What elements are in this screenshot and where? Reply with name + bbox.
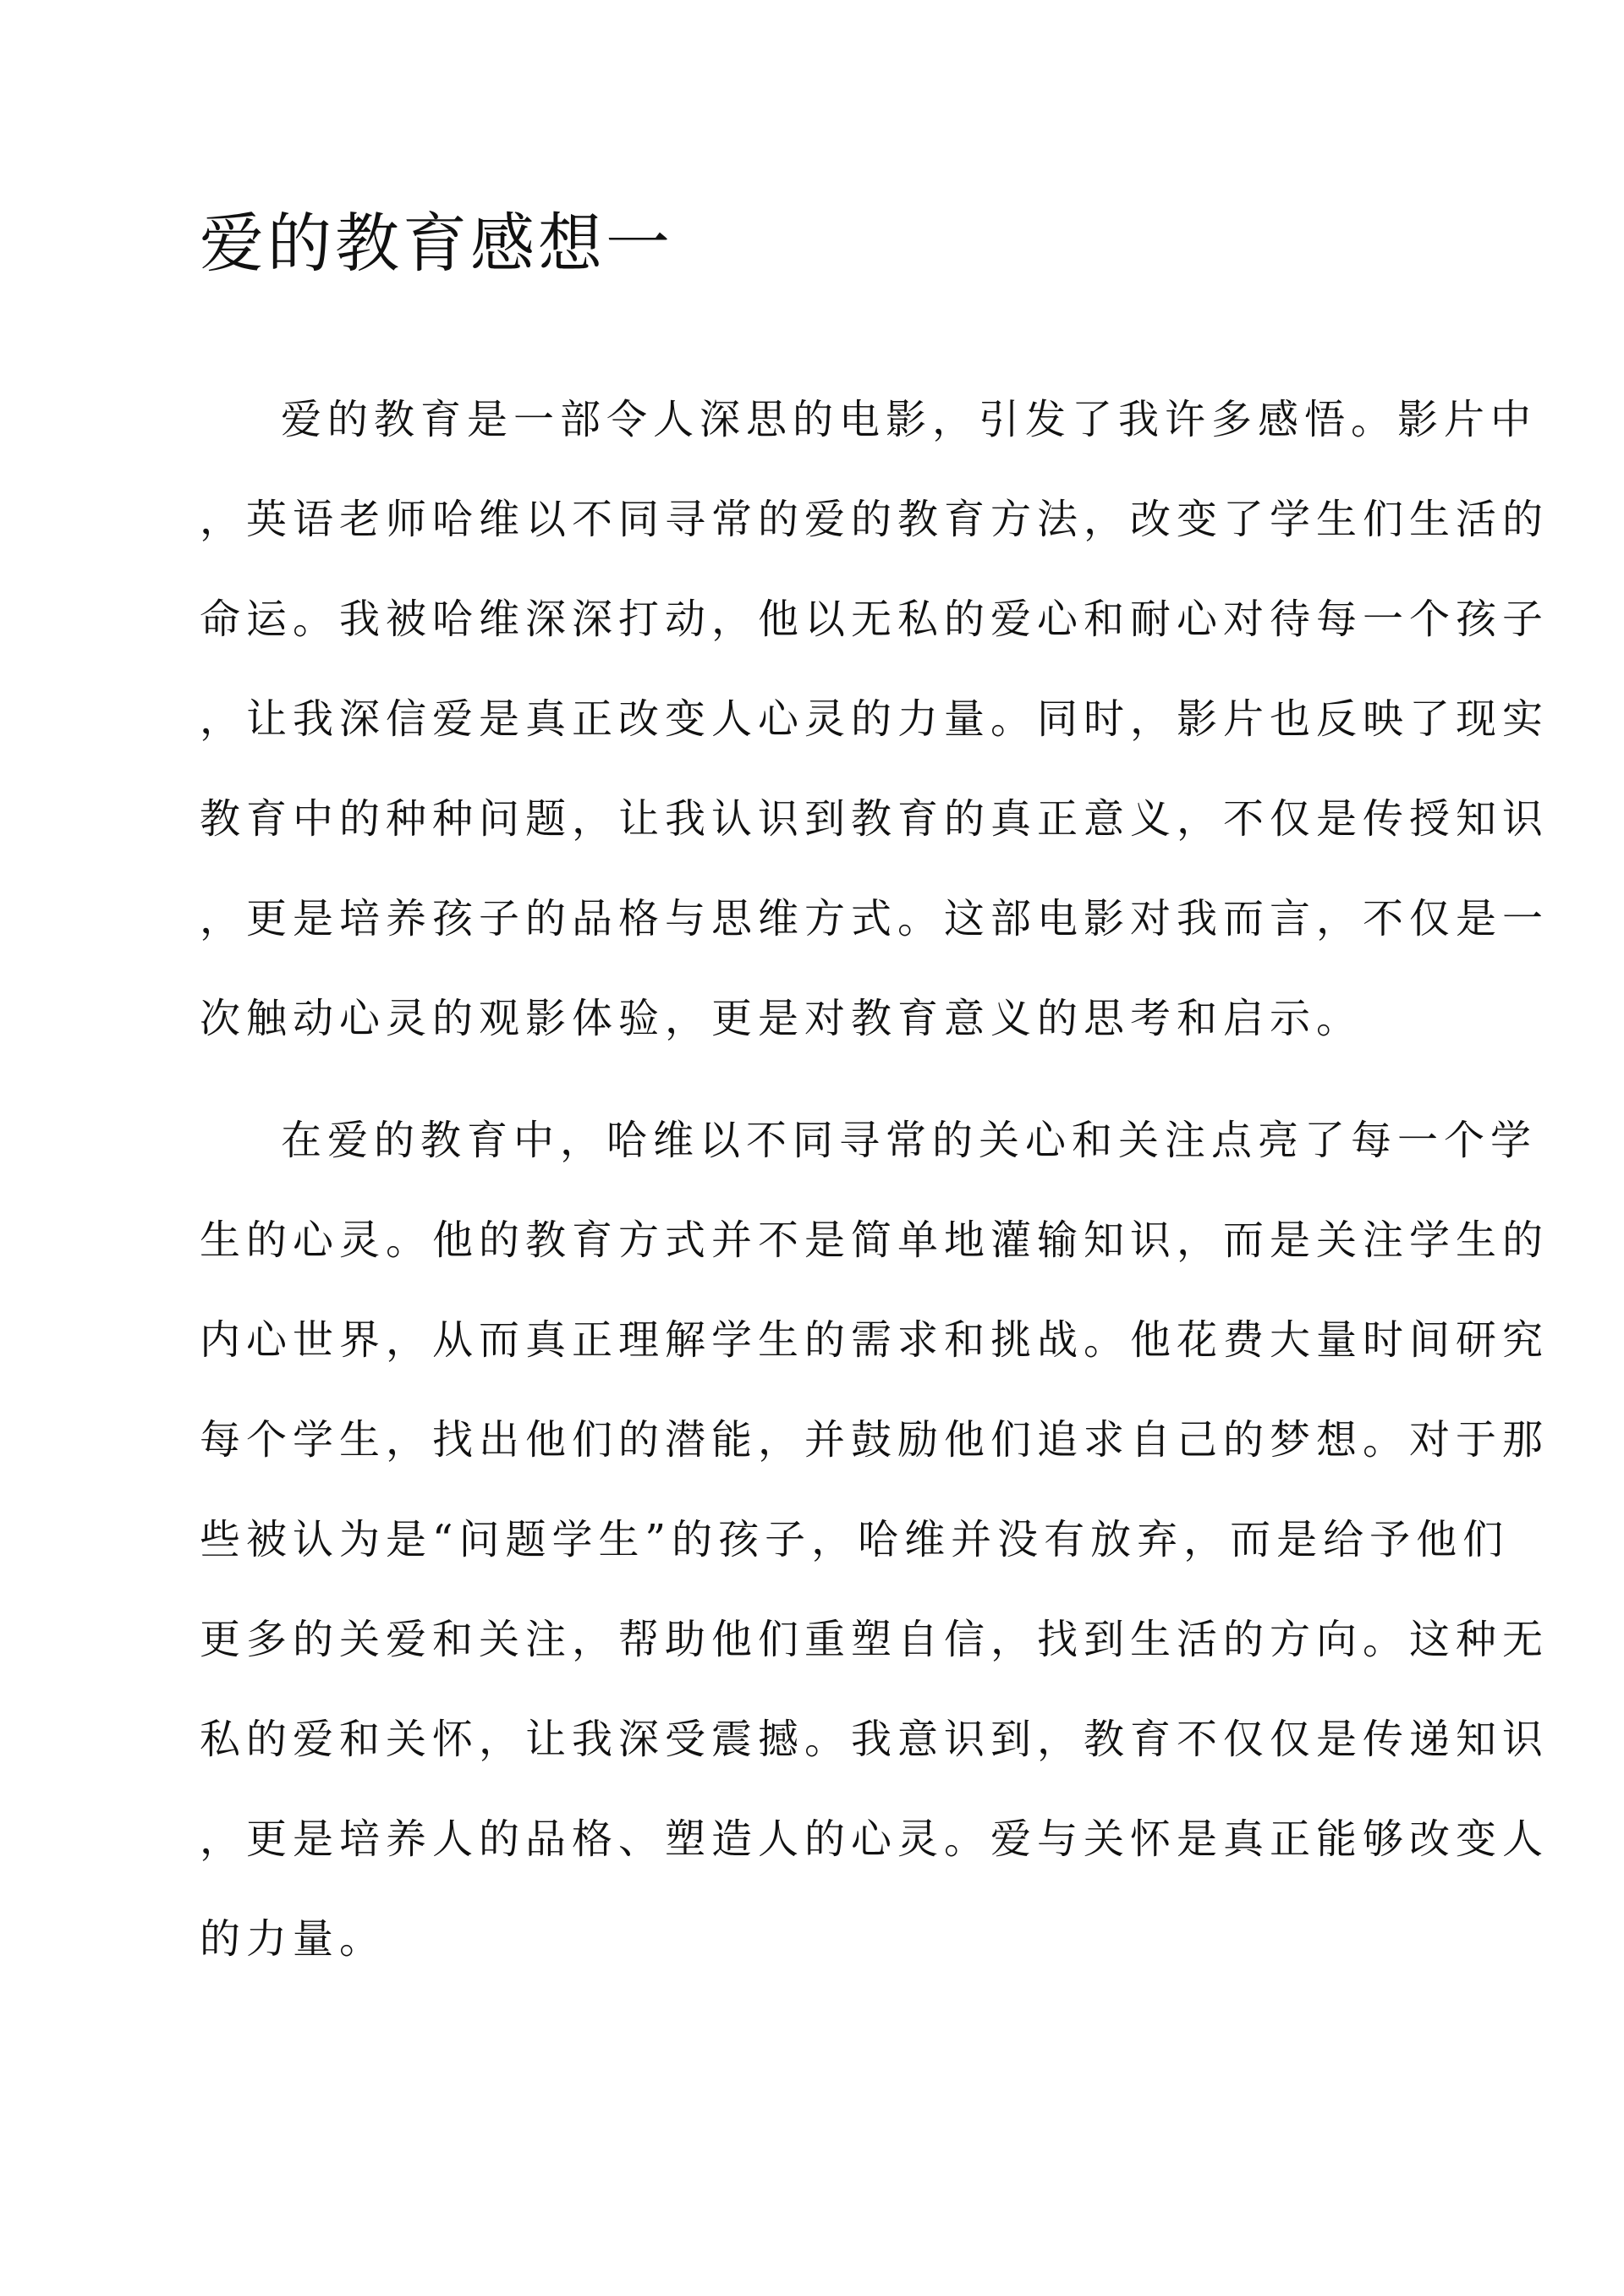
paragraph-line: 次触动心灵的观影体验，更是对教育意义的思考和启示。 xyxy=(200,995,1363,1042)
paragraph-line: 更多的关爱和关注，帮助他们重塑自信，找到生活的方向。这种无 xyxy=(200,1616,1550,1663)
paragraph-line: 每个学生，找出他们的潜能，并鼓励他们追求自己的梦想。对于那 xyxy=(200,1416,1550,1464)
paragraph-line: 在爱的教育中，哈维以不同寻常的关心和关注点亮了每一个学 xyxy=(281,1117,1538,1164)
paragraph-line: 教育中的种种问题，让我认识到教育的真正意义，不仅是传授知识 xyxy=(200,795,1550,843)
paragraph-line: 命运。我被哈维深深打动，他以无私的爱心和耐心对待每一个孩子 xyxy=(200,596,1550,643)
document-title: 爱的教育感想一 xyxy=(200,206,673,281)
paragraph-line: ，让我深信爱是真正改变人心灵的力量。同时，影片也反映了现实 xyxy=(200,695,1550,743)
paragraph-line: 爱的教育是一部令人深思的电影，引发了我许多感悟。影片中 xyxy=(281,396,1538,443)
paragraph-line: 内心世界，从而真正理解学生的需求和挑战。他花费大量时间研究 xyxy=(200,1316,1550,1364)
paragraph-line: ，英语老师哈维以不同寻常的爱的教育方法，改变了学生们生活的 xyxy=(200,496,1550,543)
paragraph-line: 些被认为是“问题学生”的孩子，哈维并没有放弃，而是给予他们 xyxy=(200,1516,1510,1563)
paragraph-line: 私的爱和关怀，让我深受震撼。我意识到，教育不仅仅是传递知识 xyxy=(200,1716,1550,1763)
paragraph-1 xyxy=(200,394,1550,1093)
paragraph-line: ，更是培养孩子的品格与思维方式。这部电影对我而言，不仅是一 xyxy=(200,895,1550,942)
paragraph-line: 的力量。 xyxy=(200,1915,387,1963)
paragraph-line: 生的心灵。他的教育方式并不是简单地灌输知识，而是关注学生的 xyxy=(200,1217,1550,1264)
paragraph-2 xyxy=(200,1115,1550,2013)
paragraph-line: ，更是培养人的品格、塑造人的心灵。爱与关怀是真正能够改变人 xyxy=(200,1815,1550,1863)
